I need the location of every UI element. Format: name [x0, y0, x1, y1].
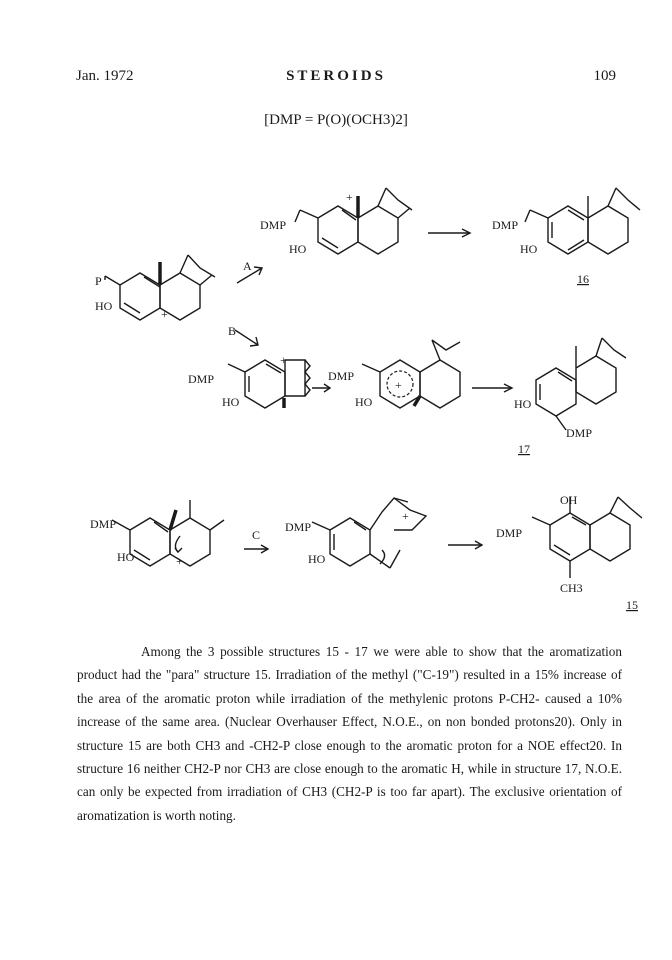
intermediate-b2-structure [328, 340, 460, 409]
dmp-label: DMP [496, 526, 523, 540]
ho-label: HO [289, 242, 307, 256]
header-journal-title: STEROIDS [286, 68, 386, 84]
cation-plus: + [402, 509, 409, 523]
dmp-label: DMP [492, 218, 519, 232]
compound-number-15: 15 [626, 598, 638, 612]
cation-plus: + [161, 307, 168, 321]
starting-material-structure [95, 255, 215, 321]
compound-15-structure [496, 493, 642, 595]
header-date: Jan. 1972 [76, 68, 134, 84]
cation-plus: + [280, 353, 287, 367]
compound-17-structure [514, 338, 626, 440]
body-paragraph [77, 640, 622, 827]
cation-plus: + [346, 190, 353, 204]
dmp-label: DMP [188, 372, 215, 386]
ho-label: HO [308, 552, 326, 566]
cation-plus: + [395, 378, 402, 392]
arrow-a-label: A [243, 259, 252, 273]
oh-label: OH [560, 493, 578, 507]
ho-label: HO [95, 299, 113, 313]
arrow-b-label: B [228, 324, 237, 338]
p-label: P [95, 274, 102, 288]
ho-label: HO [514, 397, 532, 411]
dmp-label: DMP [90, 517, 117, 531]
ho-label: HO [117, 550, 135, 564]
compound-number-17: 17 [518, 442, 530, 456]
dmp-definition: [DMP = P(O)(OCH3)2] [264, 112, 408, 128]
ho-label: HO [520, 242, 538, 256]
ho-label: HO [355, 395, 373, 409]
arrow-c-label: C [252, 528, 261, 542]
paragraph-text: Among the 3 possible structures 15 - 17 we were able to show that the aromatization product had the "para" structure 15. Irradiation of the methyl ("C-19") resulted in a 15% increase of the area of the aromatic proton while irradiation of the methylenic protons P-CH2- caused a 10% increase of the same area. (Nuclear Overhauser Effect, N.O.E., on non bonded protons20). Only in structure 15 are both CH3 and -CH2-P close enough to the aromatic proton for a NOE effect20. In structure 16 neither CH2-P nor CH3 are close enough to the aromatic H, while in structure 17, N.O.E. can only be expected from irradiation of CH3 (CH2-P is too far apart). The exclusive orientation of aromatization is worth noting. [77, 644, 622, 823]
intermediate-a-structure [260, 188, 412, 256]
ho-label: HO [222, 395, 240, 409]
header-page-number: 109 [593, 68, 616, 84]
intermediate-c1-structure [90, 500, 224, 568]
intermediate-c2-structure [285, 498, 426, 568]
dmp-label: DMP [285, 520, 312, 534]
compound-number-16: 16 [577, 272, 589, 286]
intermediate-b1-structure [188, 353, 310, 409]
dmp-label: DMP [328, 369, 355, 383]
dmp-label: DMP [260, 218, 287, 232]
dmp-label: DMP [566, 426, 593, 440]
ch3-label: CH3 [560, 581, 583, 595]
cation-plus: + [176, 554, 183, 568]
compound-16-structure [492, 188, 640, 256]
